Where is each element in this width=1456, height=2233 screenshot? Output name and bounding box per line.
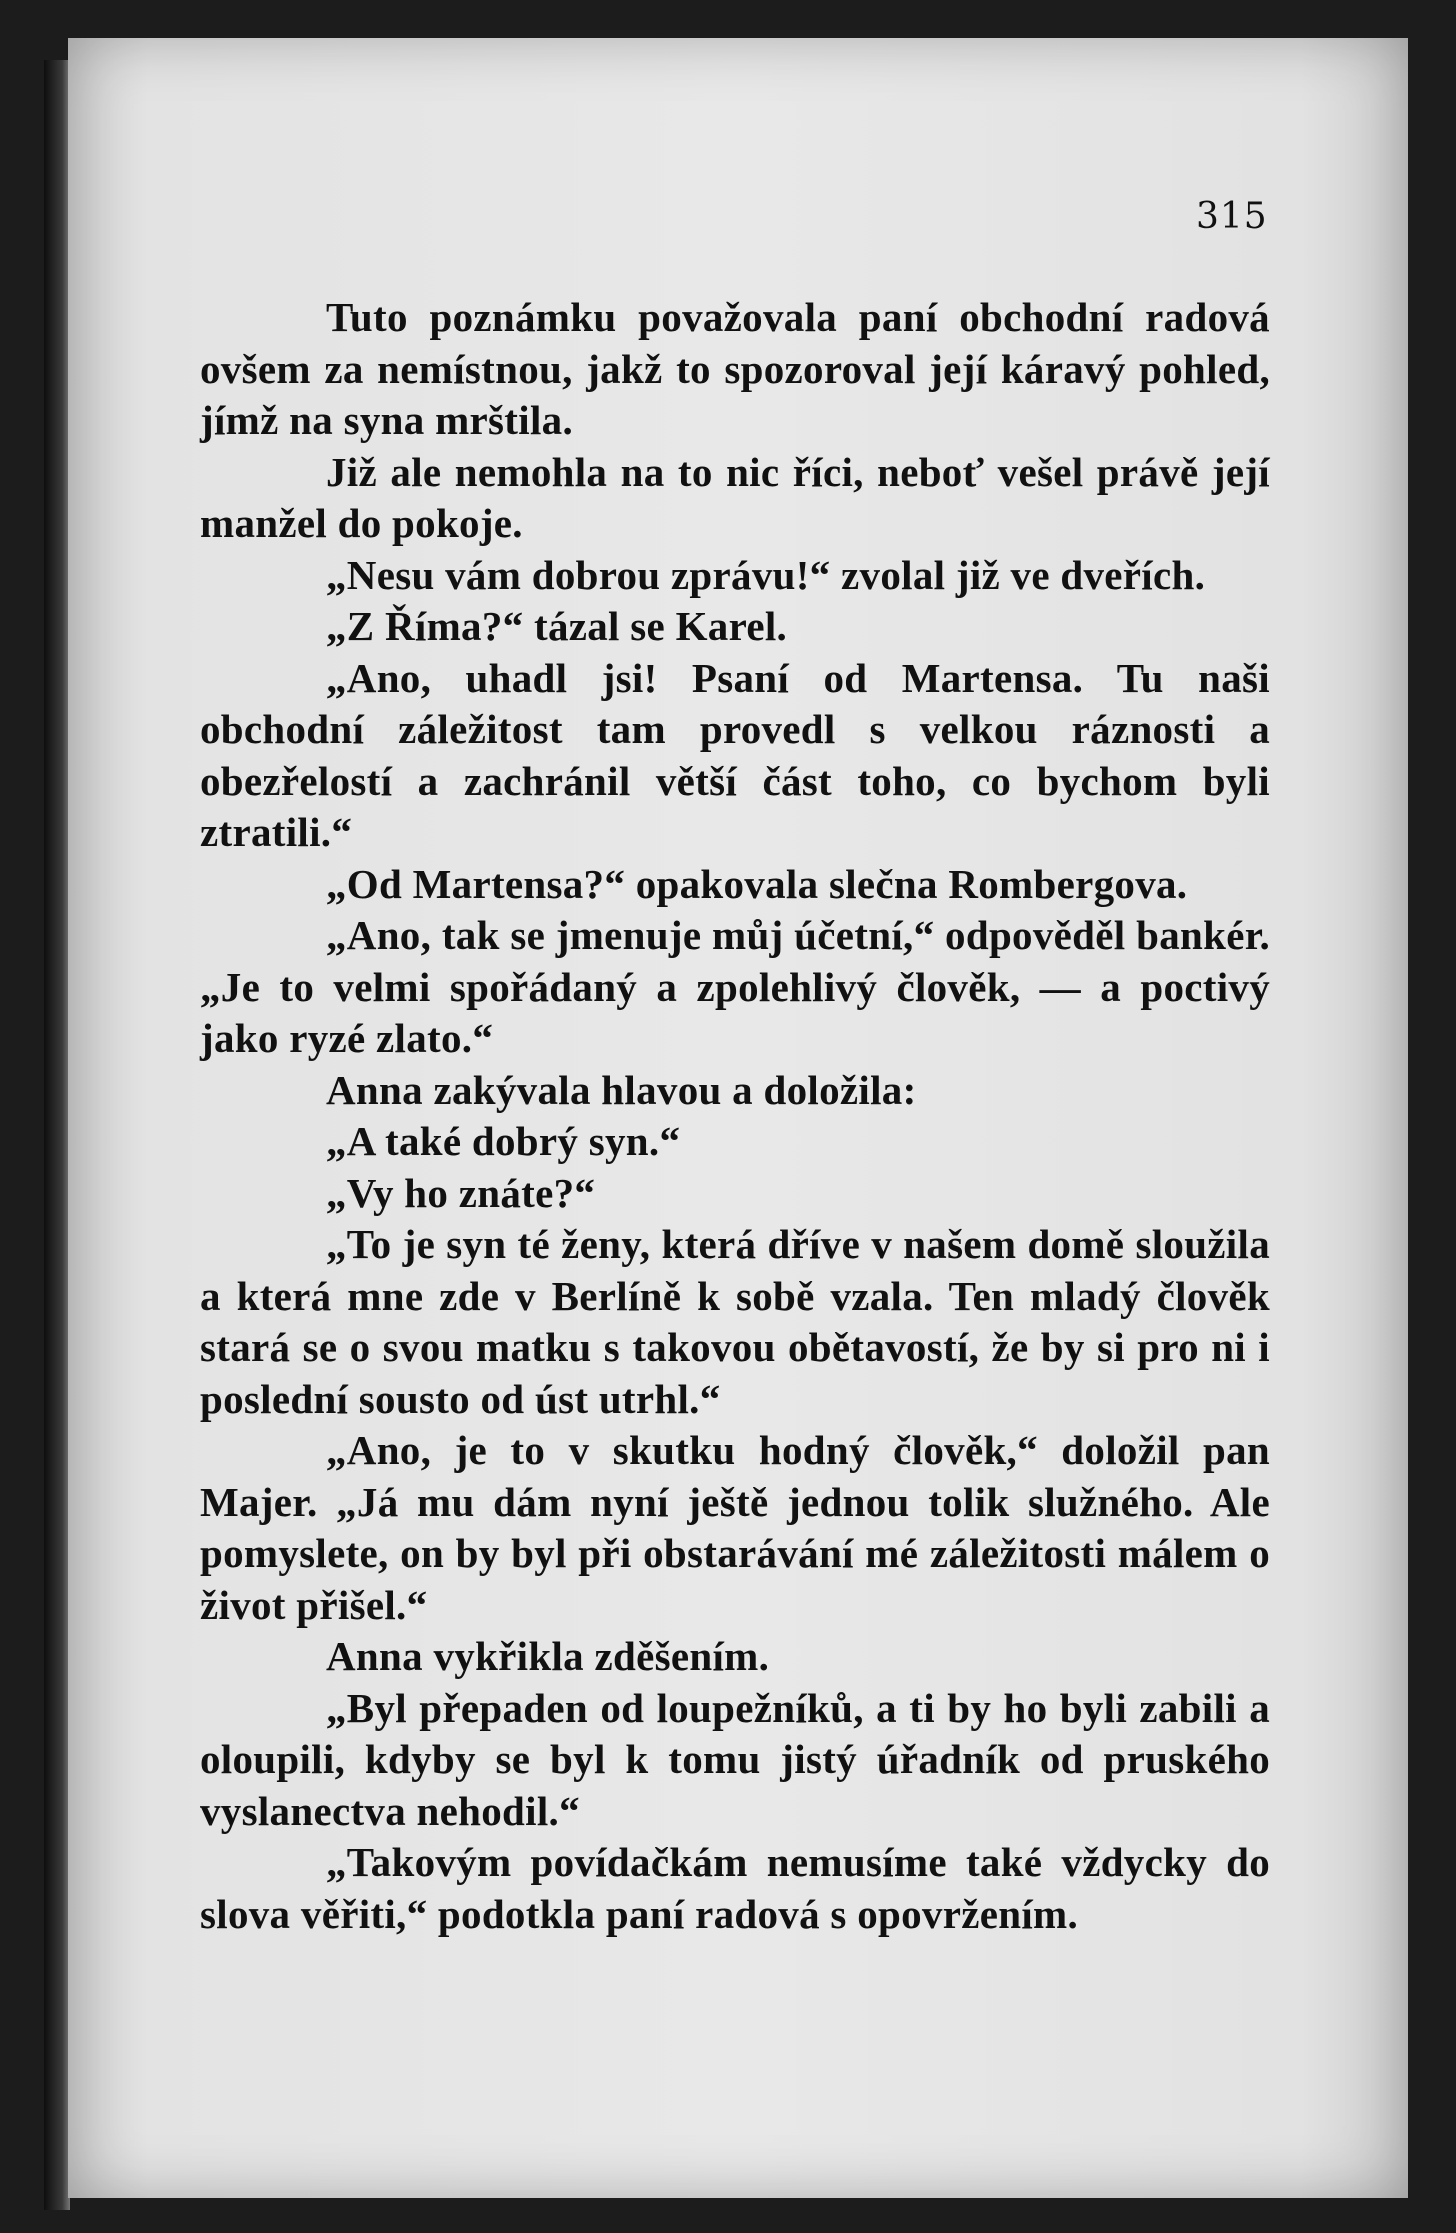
paragraph: „Nesu vám dobrou zprávu!“ zvolal již ve dveřích. (326, 551, 1206, 598)
page-text (200, 292, 1270, 1940)
paragraph: „Ano, je to v skutku hodný člověk,“ doložil pan Majer. „Já mu dám nyní ještě jednou tolik služného. Ale pomyslete, on by byl při obstarávání mé záležitosti málem o život přišel.“ (200, 1427, 1270, 1628)
book-spine-shadow (44, 60, 70, 2210)
paragraph: Anna vykřikla zděšením. (326, 1633, 770, 1679)
paragraph: „Ano, tak se jmenuje můj účetní,“ odpověděl bankér. „Je to velmi spořádaný a zpolehlivý člověk, — a poctivý jako ryzé zlato.“ (200, 912, 1270, 1061)
paragraph: „Z Říma?“ tázal se Karel. (326, 603, 788, 649)
paragraph: „Byl přepaden od loupežníků, a ti by ho byli zabili a oloupili, kdyby se byl k tomu jistý úřadník od pruského vyslanectva nehodil.“ (200, 1684, 1270, 1834)
paragraph: „Vy ho znáte?“ (326, 1169, 596, 1216)
paragraph: „A také dobrý syn.“ (326, 1118, 681, 1164)
paragraph: „Od Martensa?“ opakovala slečna Rombergova. (326, 860, 1188, 907)
page-number: 315 (1196, 196, 1268, 237)
paragraph: Anna zakývala hlavou a doložila: (326, 1066, 917, 1113)
paragraph: Tuto poznámku považovala paní obchodní radová ovšem za nemístnou, jakž to spozoroval její káravý pohled, jímž na syna mrštila. (200, 294, 1270, 443)
paragraph: „Takovým povídačkám nemusíme také vždycky do slova věřiti,“ podotkla paní radová s opovržením. (200, 1839, 1270, 1937)
paragraph: Již ale nemohla na to nic říci, neboť vešel právě její manžel do pokoje. (200, 448, 1270, 546)
paragraph: „Ano, uhadl jsi! Psaní od Martensa. Tu naši obchodní záležitost tam provedl s velkou ráznosti a obezřelostí a zachránil větší část toho, co bychom byli ztratili.“ (200, 654, 1270, 855)
paragraph: „To je syn té ženy, která dříve v našem domě sloužila a která mne zde v Berlíně k sobě vzala. Ten mladý člověk stará se o svou matku s takovou obětavostí, že by si pro ni i poslední sousto od úst utrhl.“ (200, 1221, 1270, 1422)
